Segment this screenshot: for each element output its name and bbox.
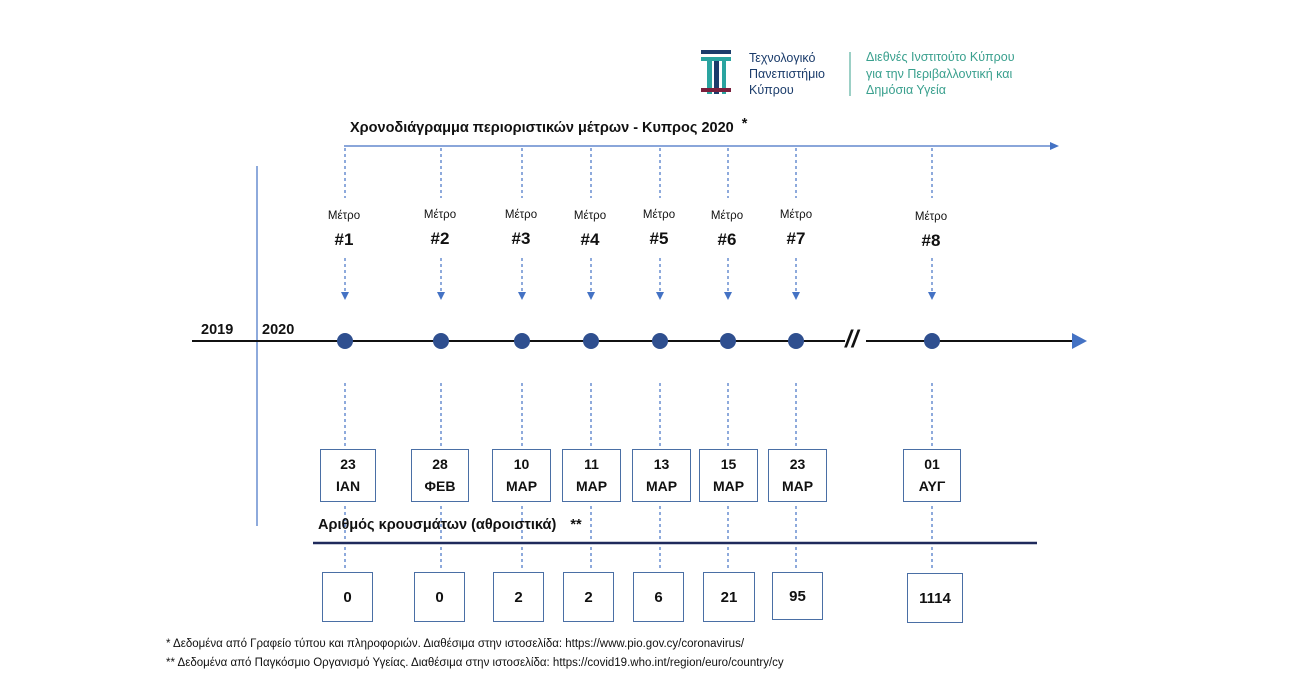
measure-number: #5 [649,229,669,248]
measure-number: #8 [921,231,941,250]
timeline-title-mark: * [741,116,748,132]
case-count-box: 95 [772,572,823,620]
date-day: 15 [720,456,737,472]
cases-title [318,517,582,533]
date-month: ΜΑΡ [781,478,814,494]
measure-word: Μέτρο [779,209,813,221]
date-day: 11 [584,456,599,472]
date-month: ΜΑΡ [645,478,678,494]
measure-word: Μέτρο [573,210,607,222]
date-day: 23 [789,456,806,472]
date-month: ΜΑΡ [505,478,538,494]
date-day: 23 [340,456,356,472]
date-month: ΜΑΡ [575,478,608,494]
measure-word: Μέτρο [914,211,948,223]
date-month: ΙΑΝ [335,478,361,494]
case-count-box: 0 [414,572,465,622]
date-box [903,449,961,502]
timeline-title-text: Χρονοδιάγραμμα περιοριστικών μέτρων - Κυπρος 2020 [350,120,734,136]
date-box [562,449,621,502]
case-count-box: 21 [703,572,755,622]
measure-dot [514,333,530,349]
date-day: 28 [432,456,448,472]
case-count-box: 2 [493,572,544,622]
date-day: 10 [513,456,530,472]
institute-line: Δημόσια Υγεία [866,83,946,97]
date-box [320,449,376,502]
measure-number: #4 [580,230,600,249]
date-box [699,449,758,502]
main-axis-arrowhead [1072,333,1087,349]
measure-number: #2 [430,229,450,248]
university-line: Πανεπιστήμιο [749,67,826,81]
measure-number: #7 [786,229,806,248]
case-count-box: 6 [633,572,684,622]
institute-line: Διεθνές Ινστιτούτο Κύπρου [866,50,1015,64]
case-count-box: 2 [563,572,614,622]
measure-dot [720,333,736,349]
date-month: ΦΕΒ [424,478,456,494]
date-box [411,449,469,502]
date-month: ΑΥΓ [918,478,946,494]
measure-number: #3 [511,229,531,248]
year-2020-label: 2020 [262,322,295,338]
case-count-box: 1114 [907,573,963,623]
measure-number: #1 [334,230,354,249]
date-month: ΜΑΡ [712,478,745,494]
cases-title-mark: ** [570,517,582,533]
top-bracket-arrowhead [1050,142,1059,150]
case-count-box: 0 [322,572,373,622]
measure-dot [652,333,668,349]
measure-word: Μέτρο [327,210,361,222]
measure-word: Μέτρο [504,209,538,221]
measure-dot [337,333,353,349]
measure-number: #6 [717,230,737,249]
date-day: 13 [653,456,670,472]
date-box [492,449,551,502]
university-line: Τεχνολογικό [749,51,816,65]
date-box [768,449,827,502]
measure-dot [924,333,940,349]
axis-break-mark: // [845,326,859,353]
measure-dot [433,333,449,349]
measure-word: Μέτρο [710,210,744,222]
measure-dot [788,333,804,349]
university-line: Κύπρου [749,83,794,97]
footnote-2: ** Δεδομένα από Παγκόσμιο Οργανισμό Υγείας. Διαθέσιμα στην ιστοσελίδα: https://covid19.who.int/region/euro/country/cy [166,657,784,669]
date-day: 01 [924,456,940,472]
date-box [632,449,691,502]
measure-word: Μέτρο [423,209,457,221]
institute-line: για την Περιβαλλοντική και [866,66,1013,81]
cases-title-text: Αριθμός κρουσμάτων (αθροιστικά) [318,517,557,533]
year-2019-label: 2019 [201,322,234,338]
footnote-1: * Δεδομένα από Γραφείο τύπου και πληροφοριών. Διαθέσιμα στην ιστοσελίδα: https://www.pio.gov.cy/coronavirus/ [166,638,745,650]
measure-word: Μέτρο [642,209,676,221]
measure-dot [583,333,599,349]
